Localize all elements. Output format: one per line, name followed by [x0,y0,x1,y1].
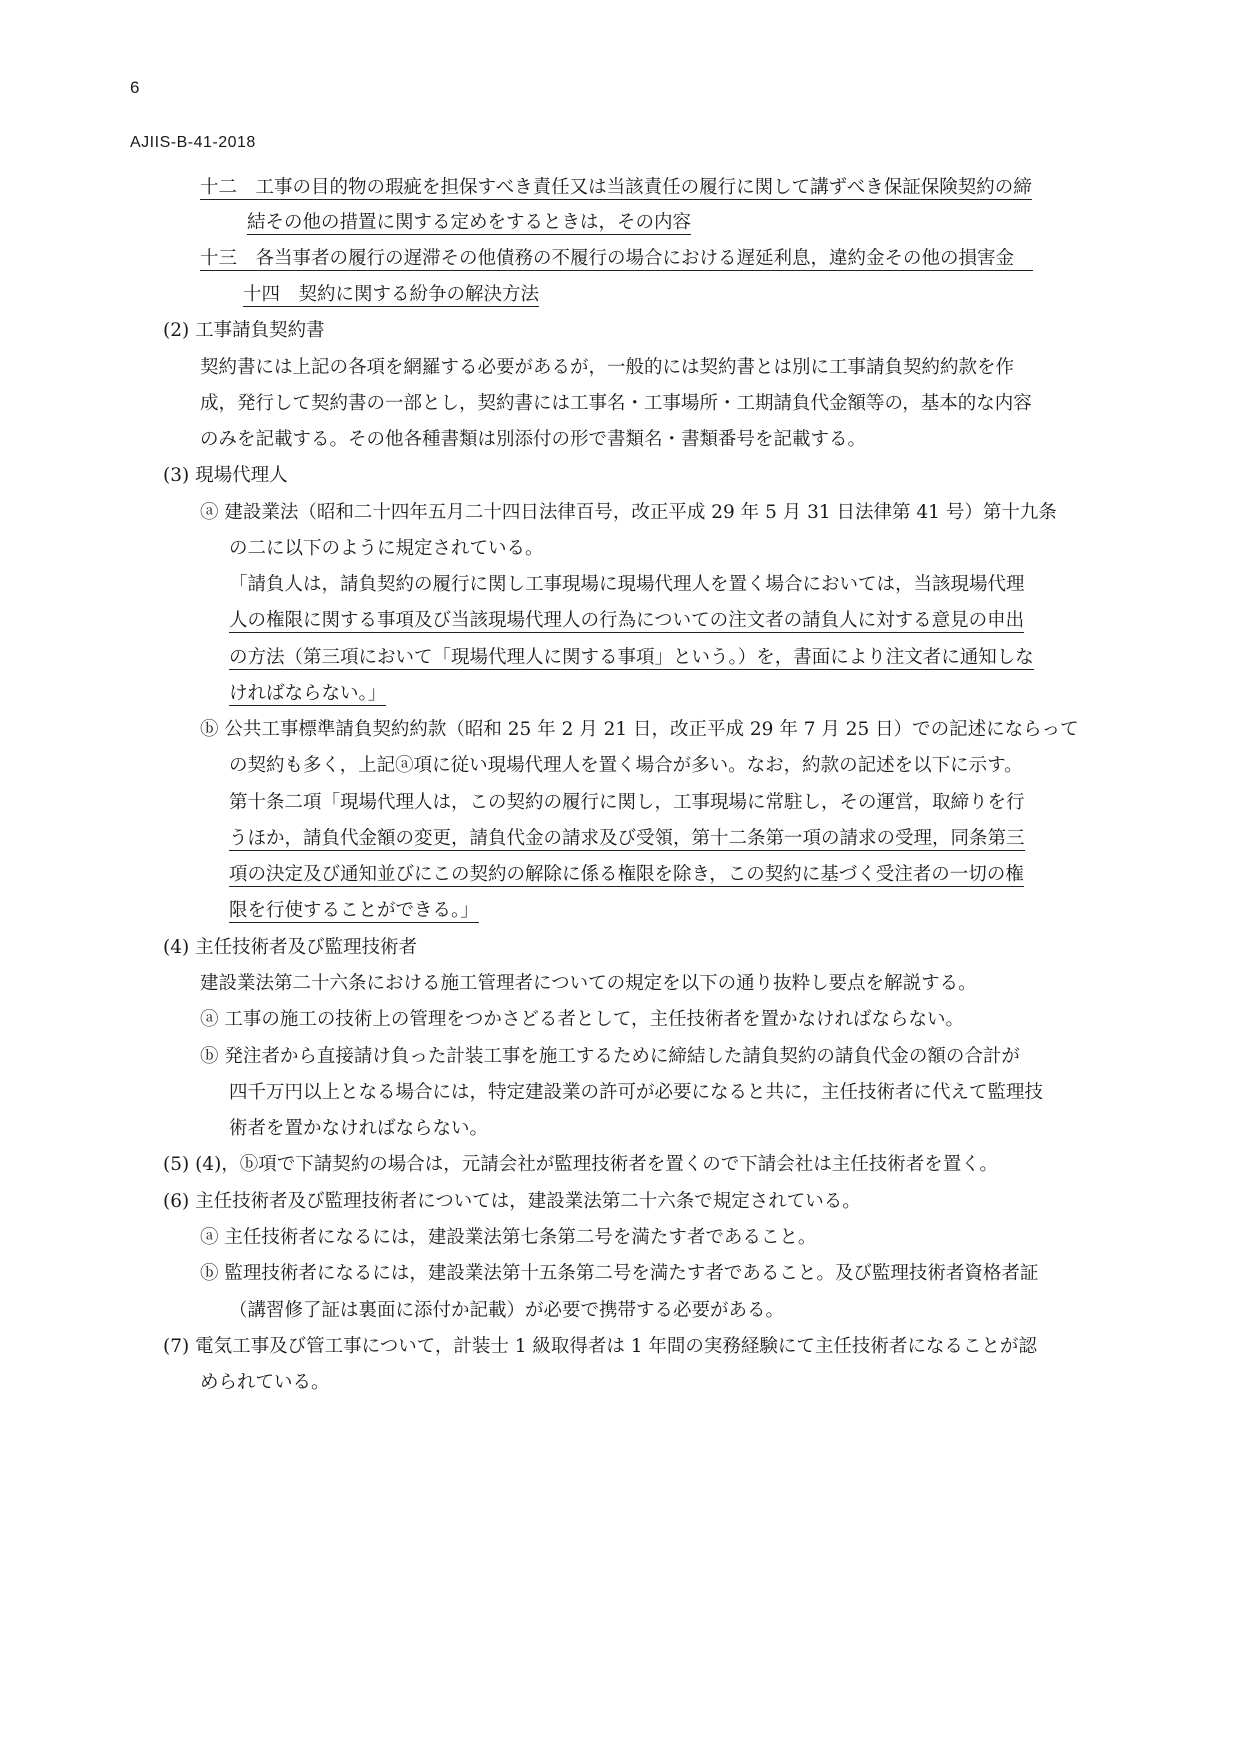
text-line: (4) 主任技術者及び監理技術者 [163,937,418,958]
text-line: 十三 各当事者の履行の遅滞その他債務の不履行の場合における遅延利息，違約金その他の損害金 [200,248,1033,269]
text-line: 人の権限に関する事項及び当該現場代理人の行為についての注文者の請負人に対する意見の申出 [229,610,1025,631]
text-line: 四千万円以上となる場合には，特定建設業の許可が必要になると共に，主任技術者に代えて監理技 [229,1082,1044,1103]
text-line: められている。 [200,1372,330,1393]
text-line: (7) 電気工事及び管工事について，計装士 1 級取得者は 1 年間の実務経験にて主任技術者になることが認 [163,1336,1037,1357]
text-line: (3) 現場代理人 [163,465,288,486]
text-line: 十二 工事の目的物の瑕疵を担保すべき責任又は当該責任の履行に関して講ずべき保証保険契約の締 [200,177,1032,198]
text-line: ければならない。」 [229,683,387,704]
text-line: の二に以下のように規定されている。 [229,538,544,559]
text-line: (2) 工事請負契約書 [163,320,325,341]
text-line: 結その他の措置に関する定めをするときは，その内容 [247,212,692,233]
text-line: 第十条二項「現場代理人は，この契約の履行に関し，工事現場に常駐し，その運営，取締りを行 [229,792,1025,813]
text-line: ⓑ 監理技術者になるには，建設業法第十五条第二号を満たす者であること。及び監理技術者資格者証 [200,1263,1039,1284]
text-line: 項の決定及び通知並びにこの契約の解除に係る権限を除き，この契約に基づく受注者の一切の権 [229,864,1024,885]
text-line: のみを記載する。その他各種書類は別添付の形で書類名・書類番号を記載する。 [200,429,867,450]
text-line: 十四 契約に関する紛争の解決方法 [243,284,540,305]
text-line: 契約書には上記の各項を網羅する必要があるが，一般的には契約書とは別に工事請負契約約款を作 [200,357,1015,378]
text-line: （講習修了証は裏面に添付か記載）が必要で携帯する必要がある。 [229,1300,785,1321]
text-line: 限を行使することができる。」 [229,900,479,921]
text-line: ⓐ 建設業法（昭和二十四年五月二十四日法律百号，改正平成 29 年 5 月 31 日法律第 41 号）第十九条 [200,502,1057,523]
text-line: 術者を置かなければならない。 [229,1118,489,1139]
text-line: 成，発行して契約書の一部とし，契約書には工事名・工事場所・工期請負代金額等の，基本的な内容 [200,393,1032,414]
text-line: ⓑ 発注者から直接請け負った計装工事を施工するために締結した請負契約の請負代金の額の合計が [200,1046,1020,1067]
page-number: 6 [130,78,140,97]
text-line: ⓐ 工事の施工の技術上の管理をつかさどる者として，主任技術者を置かなければならない。 [200,1009,965,1030]
text-line: (6) 主任技術者及び監理技術者については，建設業法第二十六条で規定されている。 [163,1191,861,1212]
text-line: うほか，請負代金額の変更，請負代金の請求及び受領，第十二条第一項の請求の受理，同条第三 [229,828,1025,849]
text-line: の契約も多く，上記ⓐ項に従い現場代理人を置く場合が多い。なお，約款の記述を以下に示す。 [229,755,1023,776]
text-line: (5) (4)，ⓑ項で下請契約の場合は，元請会社が監理技術者を置くので下請会社は主任技術者を置く。 [163,1154,998,1175]
text-line: ⓑ 公共工事標準請負契約約款（昭和 25 年 2 月 21 日，改正平成 29 年 7 月 25 日）での記述にならって [200,719,1079,740]
text-line: ⓐ 主任技術者になるには，建設業法第七条第二号を満たす者であること。 [200,1227,817,1248]
text-line: 建設業法第二十六条における施工管理者についての規定を以下の通り抜粋し要点を解説する。 [200,973,977,994]
text-line: の方法（第三項において「現場代理人に関する事項」という。）を，書面により注文者に通知しな [229,647,1034,668]
text-line: 「請負人は，請負契約の履行に関し工事現場に現場代理人を置く場合においては，当該現場代理 [229,574,1025,595]
document-id: AJIIS-B-41-2018 [130,134,256,151]
